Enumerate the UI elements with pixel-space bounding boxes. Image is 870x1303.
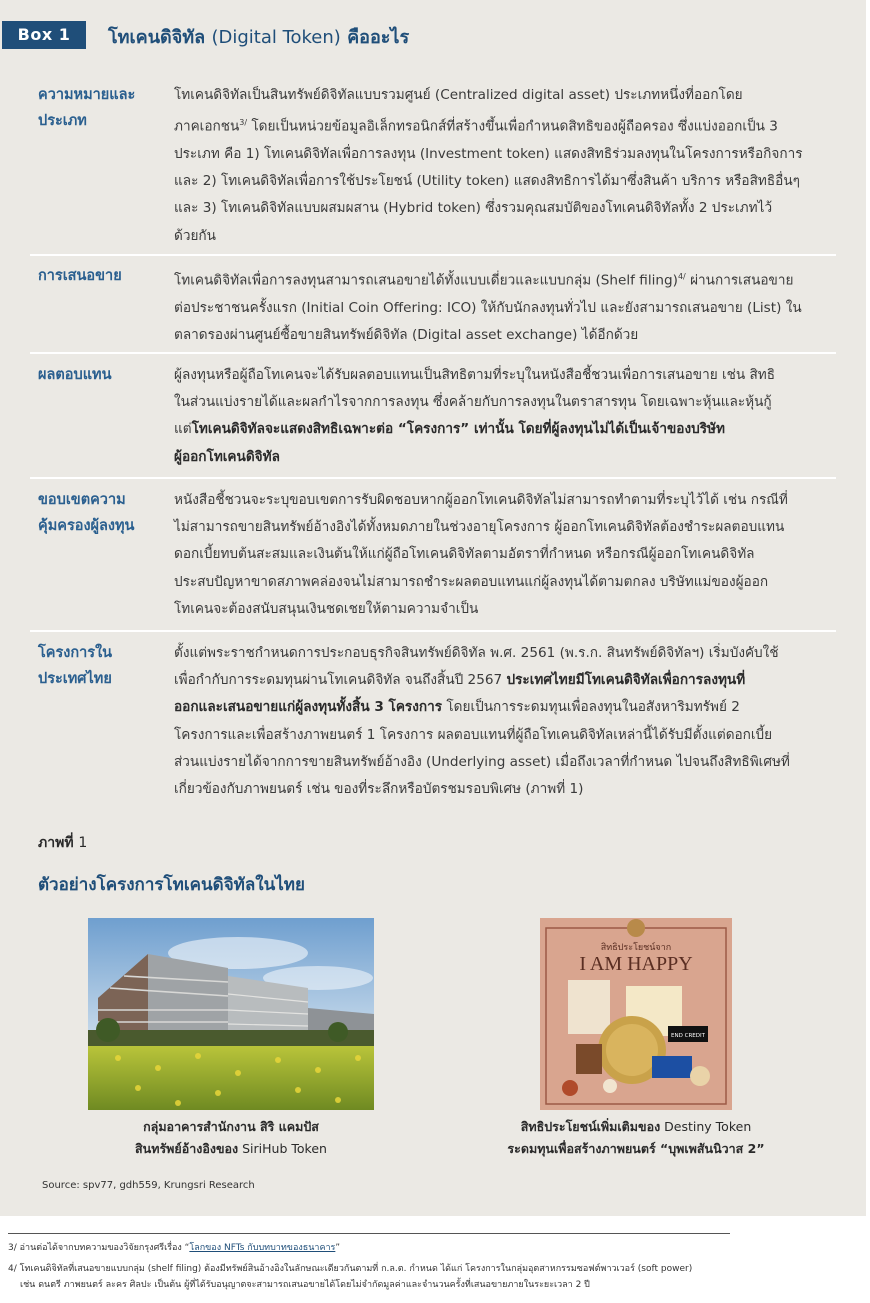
figure-number: 1 [78,835,88,851]
text-line: ส่วนแบ่งรายได้จากการขายสินทรัพย์อ้างอิง (Underlying asset) เมื่อถึงเวลาที่กำหนด ไปจนถึงสิทธิพิเศษที่ [174,753,790,770]
footnote-divider [8,1233,730,1234]
destiny-token-poster [540,918,732,1110]
bold-text: ออกและเสนอขายแก่ผู้ลงทุนทั้งสิ้น 3 โครงการ [174,699,443,716]
text-line: ผู้ลงทุนหรือผู้ถือโทเคนจะได้รับผลตอบแทนเป็นสิทธิตามที่ระบุในหนังสือชี้ชวนเพื่อการเสนอขาย เช่น สิทธิ [174,367,776,383]
row-label-line2: ประเภท [38,113,87,129]
caption-line: Destiny Token [660,1119,752,1134]
figure-label-text: ภาพที่ [38,835,74,851]
text-line: ประเภท คือ 1) โทเคนดิจิทัลเพื่อการลงทุน (Investment token) แสดงสิทธิร่วมลงทุนในโครงการหรือกิจการ [174,145,803,162]
row-label-line2: คุ้มครองผู้ลงทุน [38,518,135,534]
row-divider [30,477,836,479]
text-line: โทเคนดิจิทัลเป็นสินทรัพย์ดิจิทัลแบบรวมศูนย์ (Centralized digital asset) ประเภทหนึ่งที่ออกโดย [174,87,743,103]
row-label [38,263,156,289]
row-divider [30,254,836,256]
box-title-th: โทเคนดิจิทัล [108,27,206,48]
text-line: ตั้งแต่พระราชกำหนดการประกอบธุรกิจสินทรัพย์ดิจิทัล พ.ศ. 2561 (พ.ร.ก. สินทรัพย์ดิจิทัลฯ) เริ่มบังคับใช้ [174,645,779,661]
figure-title: ตัวอย่างโครงการโทเคนดิจิทัลในไทย [38,875,305,895]
row-label [38,640,156,692]
footnote-text: 4/ โทเคนดิจิทัลที่เสนอขายแบบกลุ่ม (shelf filing) ต้องมีทรัพย์สินอ้างอิงในลักษณะเดียวกันตามที่ ก.ล.ต. กำหนด ได้แก่ โครงการในกลุ่มอุตสาหกรรมซอฟต์พาวเวอร์ (soft power) [8,1264,693,1274]
text-line: ภาคเอกชน [174,118,240,135]
row-label [38,362,156,388]
text-line: ต่อประชาชนครั้งแรก (Initial Coin Offering: ICO) ให้กับนักลงทุนทั่วไป และยังสามารถเสนอขาย (List) ใน [174,299,802,316]
text-line: เพื่อกำกับการระดมทุนผ่านโทเคนดิจิทัล จนถึงสิ้นปี 2567 [174,672,507,689]
bold-text: ประเทศไทยมีโทเคนดิจิทัลเพื่อการลงทุนที่ [506,672,746,689]
bold-text: โทเคนดิจิทัลจะแสดงสิทธิเฉพาะต่อ “โครงการ” เท่านั้น โดยที่ผู้ลงทุนไม่ได้เป็นเจ้าของบริษัท [191,421,725,438]
row-divider [30,630,836,632]
footnote-3 [8,1241,808,1257]
row-label-line1: ขอบเขตความ [38,492,126,508]
caption-line: สินทรัพย์อ้างอิงของ [135,1141,239,1156]
text-line: โดยเป็นหน่วยข้อมูลอิเล็กทรอนิกส์ที่สร้างขึ้นเพื่อกำหนดสิทธิของผู้ถือครอง ซึ่งแบ่งออกเป็น 3 [247,118,778,135]
text-line: ในส่วนแบ่งรายได้และผลกำไรจากการลงทุน ซึ่งคล้ายกับการลงทุนในตราสารทุน โดยเฉพาะหุ้นและหุ้นกู้ [174,394,772,411]
source-note: Source: spv77, gdh559, Krungsri Research [42,1180,255,1191]
caption-line: SiriHub Token [238,1141,327,1156]
text-line: ผ่านการเสนอขาย [685,272,794,289]
row-label-line1: โครงการใน [38,645,113,661]
caption-line: สิทธิประโยชน์เพิ่มเติมของ [520,1119,661,1134]
caption-line: ระดมทุนเพื่อสร้างภาพยนตร์ “บุพเพสันนิวาส 2” [507,1141,765,1156]
row-label-line1: ผลตอบแทน [38,367,112,383]
footnote-ref[interactable]: 4/ [677,272,686,281]
row-label [38,82,156,134]
box-title-tail: คืออะไร [347,27,410,48]
poster-badge: END CREDIT [671,1033,705,1039]
footnote-link[interactable]: โลกของ NFTs กับบทบาทของธนาคาร [189,1243,336,1253]
text-line: หนังสือชี้ชวนจะระบุขอบเขตการรับผิดชอบหากผู้ออกโทเคนดิจิทัลไม่สามารถทำตามที่ระบุไว้ได้ เช่น กรณีที่ [174,492,788,508]
text-line: ดอกเบี้ยทบต้นสะสมและเงินต้นให้แก่ผู้ถือโทเคนดิจิทัลตามอัตราที่กำหนด หรือกรณีผู้ออกโทเคนดิจิทัล [174,546,755,563]
text-line: เกี่ยวข้องกับภาพยนตร์ เช่น ของที่ระลึกหรือบัตรชมรอบพิเศษ (ภาพที่ 1) [174,781,584,798]
footnote-text: ” [335,1243,341,1253]
poster-subtitle: สิทธิประโยชน์จาก [600,943,672,953]
poster-title: I AM HAPPY [579,953,693,975]
caption-destiny [486,1116,786,1160]
text-line: ไม่สามารถขายสินทรัพย์อ้างอิงได้ทั้งหมดภายในช่วงอายุโครงการ ผู้ออกโทเคนดิจิทัลต้องชำระผลตอบแทน [174,519,785,536]
box-title [108,22,409,51]
row-label-line2: ประเทศไทย [38,671,112,687]
footnote-ref[interactable]: 3/ [239,118,248,128]
text-line: โครงการและเพื่อสร้างภาพยนตร์ 1 โครงการ ผลตอบแทนที่ผู้ถือโทเคนดิจิทัลเหล่านี้ได้รับมีตั้งแต่ดอกเบี้ย [174,726,773,743]
siri-campus-photo [88,918,374,1110]
caption-siri [88,1116,374,1160]
text-line: ประสบปัญหาขาดสภาพคล่องจนไม่สามารถชำระผลตอบแทนแก่ผู้ลงทุนได้ตามตกลง บริษัทแม่ของผู้ออก [174,573,769,590]
text-line: ด้วยกัน [174,227,216,244]
row-text [174,82,836,250]
footnote-text: เช่น ดนตรี ภาพยนตร์ ละคร ศิลปะ เป็นต้น ผู้ที่ได้รับอนุญาตจะสามารถเสนอขายได้โดยไม่จำกัดมูลค่าและจำนวนครั้งที่เสนอขายภายในระยะเวลา 2 ปี [20,1279,590,1290]
box-title-en: (Digital Token) [211,27,341,48]
text-line: ตลาดรองผ่านศูนย์ซื้อขายสินทรัพย์ดิจิทัล (Digital asset exchange) ได้อีกด้วย [174,326,639,343]
footnote-text: 3/ อ่านต่อได้จากบทความของวิจัยกรุงศรีเรื่อง “ [8,1243,190,1253]
text-line: แต่ [174,421,192,438]
footnote-4 [8,1262,808,1293]
row-text [174,362,836,471]
text-line: โทเคนจะต้องสนับสนุนเงินชดเชยให้ตามความจำเป็น [174,600,479,617]
caption-line: กลุ่มอาคารสำนักงาน สิริ แคมปัส [143,1119,319,1134]
text-line: และ 3) โทเคนดิจิทัลแบบผสมผสาน (Hybrid token) ซึ่งรวมคุณสมบัติของโทเคนดิจิทัลทั้ง 2 ประเภทไว้ [174,200,773,217]
figure-label [38,832,87,854]
row-label-line1: การเสนอขาย [38,268,122,284]
text-line: โทเคนดิจิทัลเพื่อการลงทุนสามารถเสนอขายได้ทั้งแบบเดี่ยวและแบบกลุ่ม (Shelf filing) [174,272,678,289]
bold-text: ผู้ออกโทเคนดิจิทัล [174,448,280,465]
row-label [38,487,156,539]
text-line: และ 2) โทเคนดิจิทัลเพื่อการใช้ประโยชน์ (Utility token) แสดงสิทธิการได้มาซึ่งสินค้า บริการ หรือสิทธิอื่นๆ [174,173,800,190]
row-text [174,487,836,623]
row-label-line1: ความหมายและ [38,87,136,103]
text-line: โดยเป็นการระดมทุนเพื่อลงทุนในอสังหาริมทรัพย์ 2 [442,699,740,716]
row-divider [30,352,836,354]
row-text [174,263,836,349]
box-badge: Box 1 [2,21,86,49]
row-text [174,640,836,803]
